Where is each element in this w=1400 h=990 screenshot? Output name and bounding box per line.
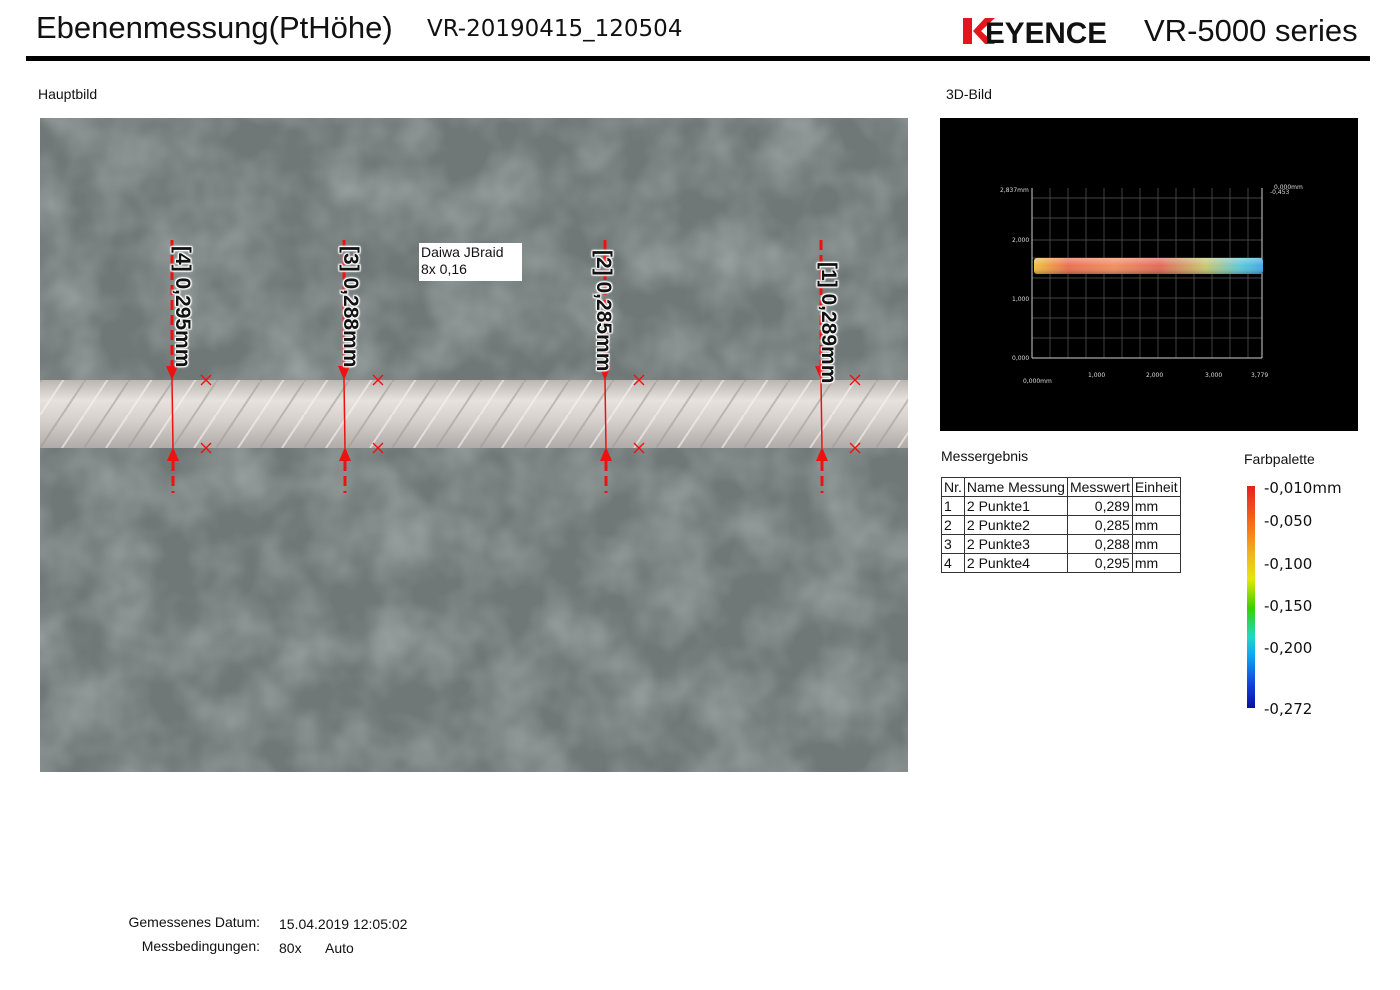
cell-unit: mm — [1132, 497, 1180, 516]
palette-value-5: -0,200 — [1264, 639, 1313, 657]
z-tick-2000: 2,000 — [1012, 237, 1030, 244]
view-3d-label: 3D-Bild — [946, 86, 992, 102]
cell-nr: 3 — [942, 535, 965, 554]
z-tick-0: 0,000 — [1012, 355, 1030, 362]
header-rule — [26, 56, 1370, 61]
cell-unit: mm — [1132, 535, 1180, 554]
keyence-logo — [963, 14, 1109, 48]
conditions-label: Messbedingungen: — [141, 938, 260, 954]
col-unit: Einheit — [1132, 478, 1180, 497]
view-3d-graphic — [940, 118, 1358, 431]
caption-line-2: 8x 0,16 — [421, 261, 467, 277]
view-3d — [940, 118, 1358, 431]
cell-unit: mm — [1132, 516, 1180, 535]
cell-nr: 1 — [942, 497, 965, 516]
z-tick-1000: 1,000 — [1012, 296, 1030, 303]
col-name: Name Messung — [964, 478, 1067, 497]
cell-name: 2 Punkte1 — [964, 497, 1067, 516]
cell-name: 2 Punkte2 — [964, 516, 1067, 535]
sample-caption — [419, 243, 522, 281]
results-label: Messergebnis — [941, 448, 1029, 464]
cell-value: 0,295 — [1067, 554, 1132, 573]
results-header-row — [942, 478, 1181, 497]
x-tick-2000: 2,000 — [1146, 372, 1164, 379]
col-value: Messwert — [1067, 478, 1132, 497]
product-series: VR-5000 series — [1144, 13, 1358, 48]
measured-date-value: 15.04.2019 12:05:02 — [279, 916, 408, 932]
cell-nr: 2 — [942, 516, 965, 535]
table-row — [942, 554, 1181, 573]
corner-label-2: -0,453 — [1270, 189, 1290, 196]
z-axis-top-label: 2,837mm — [1000, 187, 1029, 194]
palette-value-6: -0,272 — [1264, 700, 1313, 718]
marker-label-3: [3] 0,288mm — [339, 246, 362, 368]
x-axis-origin-label: 0,000mm — [1023, 378, 1052, 385]
cell-unit: mm — [1132, 554, 1180, 573]
main-image — [40, 118, 908, 772]
palette-value-4: -0,150 — [1264, 597, 1313, 615]
marker-label-2: [2] 0,285mm — [592, 250, 615, 372]
conditions-mode: Auto — [325, 940, 354, 956]
cell-name: 2 Punkte4 — [964, 554, 1067, 573]
conditions-magnification: 80x — [279, 940, 302, 956]
caption-line-1: Daiwa JBraid — [421, 244, 504, 260]
palette-label: Farbpalette — [1244, 451, 1315, 467]
palette-value-3: -0,100 — [1264, 555, 1313, 573]
x-tick-3000: 3,000 — [1205, 372, 1223, 379]
table-row — [942, 497, 1181, 516]
palette-value-2: -0,050 — [1264, 512, 1313, 530]
table-row — [942, 535, 1181, 554]
measured-date-label: Gemessenes Datum: — [128, 914, 260, 930]
document-id: VR-20190415_120504 — [427, 16, 683, 42]
marker-label-1: [1] 0,289mm — [817, 262, 840, 384]
table-row — [942, 516, 1181, 535]
x-tick-3779: 3,779 — [1251, 372, 1269, 379]
report-title: Ebenenmessung(PtHöhe) — [36, 10, 393, 45]
svg-text:EYENCE: EYENCE — [985, 17, 1107, 48]
palette-value-1: -0,010mm — [1264, 479, 1342, 497]
corner-label-1: 0,000mm — [1274, 184, 1303, 191]
main-image-label: Hauptbild — [38, 86, 98, 102]
marker-label-4: [4] 0,295mm — [171, 246, 194, 368]
color-scale-bar — [1247, 486, 1255, 708]
cell-value: 0,285 — [1067, 516, 1132, 535]
main-image-graphic — [40, 118, 908, 772]
cell-name: 2 Punkte3 — [964, 535, 1067, 554]
3d-wire-surface — [1034, 258, 1263, 274]
x-tick-1000: 1,000 — [1088, 372, 1106, 379]
cell-nr: 4 — [942, 554, 965, 573]
cell-value: 0,288 — [1067, 535, 1132, 554]
results-table — [941, 477, 1181, 573]
col-nr: Nr. — [942, 478, 965, 497]
cell-value: 0,289 — [1067, 497, 1132, 516]
